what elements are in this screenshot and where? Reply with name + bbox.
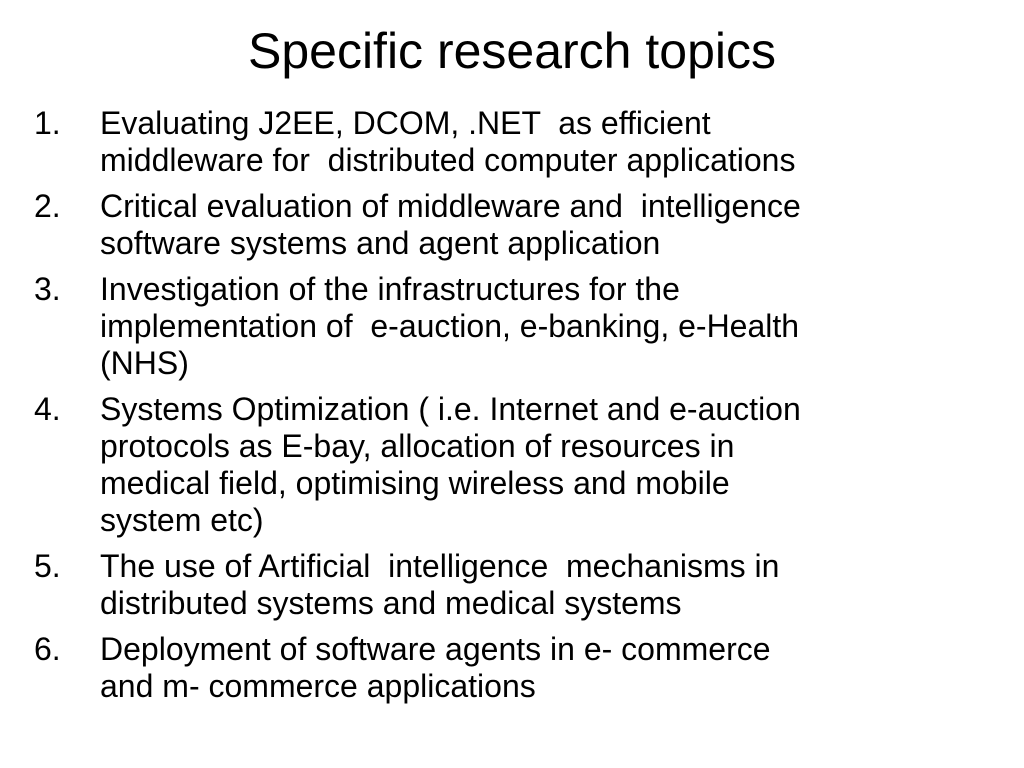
list-item-number: 6.	[34, 631, 61, 667]
list-item	[34, 631, 994, 705]
list-item-number: 1.	[34, 105, 61, 141]
list-item-number: 4.	[34, 391, 61, 427]
list-item-line: Evaluating J2EE, DCOM, .NET as efficient	[100, 105, 711, 141]
list-item-line: protocols as E-bay, allocation of resources in	[100, 428, 735, 464]
list-item-line: software systems and agent application	[100, 225, 661, 261]
list-item-line: Critical evaluation of middleware and intelligence	[100, 188, 801, 224]
list-item-line: Investigation of the infrastructures for the	[100, 271, 680, 307]
list-item-number: 5.	[34, 548, 61, 584]
list-item-line: Systems Optimization ( i.e. Internet and e-auction	[100, 391, 801, 427]
list-item-line: distributed systems and medical systems	[100, 585, 682, 621]
list-item	[34, 105, 994, 179]
list-item	[34, 188, 994, 262]
list-item	[34, 548, 994, 622]
list-item-line: Deployment of software agents in e- commerce	[100, 631, 771, 667]
list-item-line: (NHS)	[100, 345, 189, 381]
list-item-line: system etc)	[100, 502, 264, 538]
list-item-line: medical field, optimising wireless and mobile	[100, 465, 730, 501]
research-topics-list	[34, 105, 994, 714]
list-item	[34, 271, 994, 382]
slide-title: Specific research topics	[247, 23, 776, 79]
list-item	[34, 391, 994, 539]
list-item-line: implementation of e-auction, e-banking, e-Health	[100, 308, 800, 344]
list-item-number: 3.	[34, 271, 61, 307]
list-item-line: middleware for distributed computer applications	[100, 142, 796, 178]
list-item-line: and m- commerce applications	[100, 668, 536, 704]
list-item-number: 2.	[34, 188, 61, 224]
list-item-line: The use of Artificial intelligence mechanisms in	[100, 548, 780, 584]
